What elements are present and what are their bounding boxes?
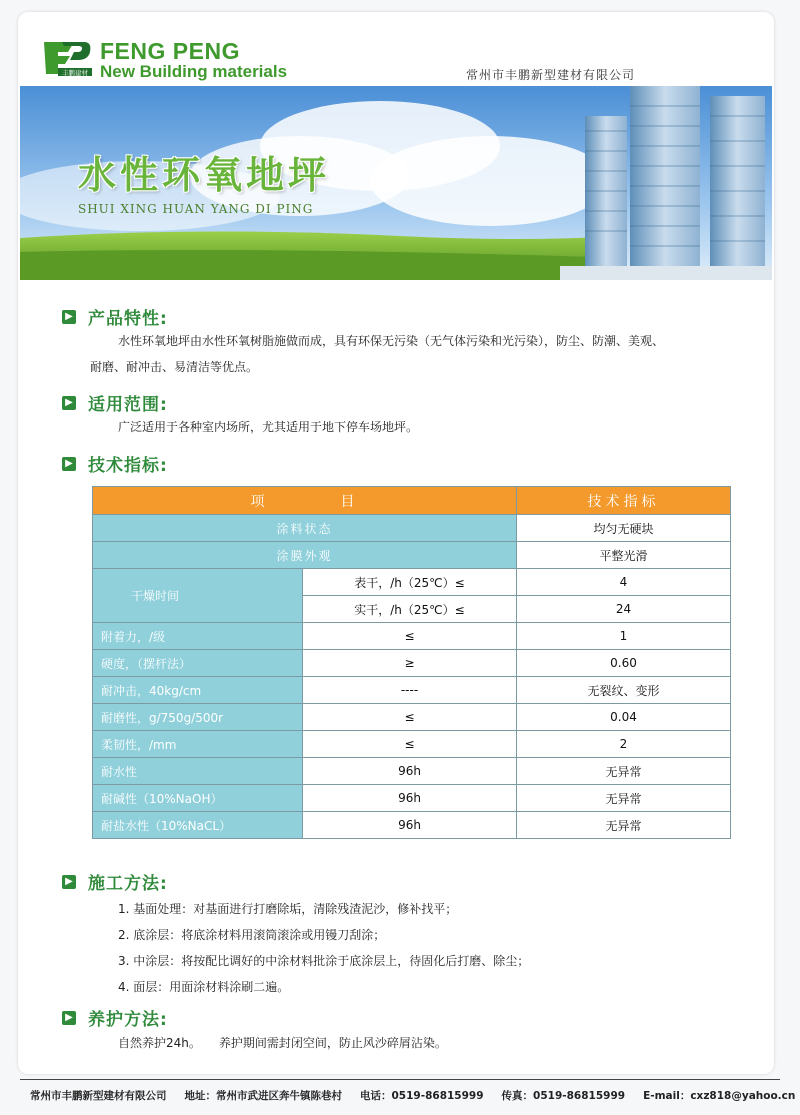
brand-subtitle: New Building materials: [100, 62, 288, 81]
features-line-2: 耐磨、耐冲击、易清洁等优点。: [90, 360, 259, 374]
section-specs-heading: [62, 451, 168, 476]
row-value: 0.04: [517, 704, 731, 731]
banner-title: 水性环氧地坪: [78, 153, 331, 197]
section-title: 适用范围:: [88, 395, 168, 415]
table-row: [93, 569, 731, 596]
table-row: [93, 650, 731, 677]
row-condition: ----: [303, 677, 517, 704]
table-row: [93, 515, 731, 542]
header-value: 技术指标: [517, 487, 731, 515]
list-item: 4. 面层：用面涂材料涂刷二遍。: [118, 980, 290, 994]
table-header-row: [93, 487, 731, 515]
row-value: 均匀无硬块: [517, 515, 731, 542]
footer-company: 常州市丰鹏新型建材有限公司: [30, 1090, 167, 1102]
row-value: 无异常: [517, 758, 731, 785]
section-title: 产品特性:: [88, 309, 168, 329]
footer-fax: 传真：0519-86815999: [501, 1090, 626, 1102]
banner-pinyin: SHUI XING HUAN YANG DI PING: [78, 202, 314, 216]
fengpeng-logo: [40, 38, 92, 78]
list-item: 3. 中涂层：将按配比调好的中涂材料批涂于底涂层上，待固化后打磨、除尘；: [118, 954, 530, 968]
row-condition: 96h: [303, 812, 517, 839]
hero-banner: [20, 86, 772, 280]
chevron-right-icon: ▶: [62, 396, 76, 410]
row-item: 干燥时间: [93, 569, 303, 623]
chevron-right-icon: ▶: [62, 1011, 76, 1025]
row-item: 硬度，（摆杆法）: [93, 650, 303, 677]
footer-address: 地址：常州市武进区奔牛镇陈巷村: [184, 1090, 342, 1102]
chevron-right-icon: ▶: [62, 310, 76, 324]
row-condition: ≥: [303, 650, 517, 677]
section-title: 施工方法:: [88, 874, 168, 894]
row-value: 2: [517, 731, 731, 758]
table-row: [93, 677, 731, 704]
row-condition: ≤: [303, 731, 517, 758]
row-item: 涂料状态: [93, 515, 517, 542]
section-scope-heading: [62, 390, 168, 415]
row-item: 涂膜外观: [93, 542, 517, 569]
table-row: [93, 731, 731, 758]
row-value: 4: [517, 569, 731, 596]
row-item: 附着力，/级: [93, 623, 303, 650]
footer-divider: [20, 1079, 780, 1080]
footer-email: E-mail：cxz818@yahoo.cn: [643, 1090, 796, 1102]
row-value: 无异常: [517, 785, 731, 812]
row-item: 耐冲击，40kg/cm: [93, 677, 303, 704]
care-text: 自然养护24h。 养护期间需封闭空间，防止风沙碎屑沾染。: [118, 1036, 447, 1050]
row-condition: ≤: [303, 623, 517, 650]
header-item: 项 目: [93, 487, 517, 515]
chevron-right-icon: ▶: [62, 875, 76, 889]
company-name-header: 常州市丰鹏新型建材有限公司: [465, 68, 635, 82]
row-value: 1: [517, 623, 731, 650]
list-item: 1. 基面处理：对基面进行打磨除垢，清除残渣泥沙，修补找平；: [118, 902, 458, 916]
row-item: 耐水性: [93, 758, 303, 785]
list-item: 2. 底涂层：将底涂材料用滚筒滚涂或用镘刀刮涂；: [118, 928, 386, 942]
row-item: 耐盐水性（10%NaCL）: [93, 812, 303, 839]
brand-name: FENG PENG: [100, 38, 240, 64]
row-value: 无裂纹、变形: [517, 677, 731, 704]
section-method-heading: [62, 869, 168, 894]
logo-lettering: 丰鹏建材: [62, 69, 88, 77]
row-value: 无异常: [517, 812, 731, 839]
row-condition: 96h: [303, 785, 517, 812]
chevron-right-icon: ▶: [62, 457, 76, 471]
row-item: 柔韧性，/mm: [93, 731, 303, 758]
row-condition: 表干，/h（25℃）≤: [303, 569, 517, 596]
section-title: 养护方法:: [88, 1010, 168, 1030]
section-care-heading: [62, 1005, 168, 1030]
row-condition: 实干，/h（25℃）≤: [303, 596, 517, 623]
row-item: 耐碱性（10%NaOH）: [93, 785, 303, 812]
row-value: 平整光滑: [517, 542, 731, 569]
footer-phone: 电话：0519-86815999: [360, 1090, 484, 1102]
spec-table: [92, 486, 731, 839]
section-title: 技术指标:: [88, 456, 168, 476]
footer: [30, 1088, 796, 1103]
method-steps: [118, 896, 529, 1000]
table-row: [93, 704, 731, 731]
table-row: [93, 623, 731, 650]
row-value: 24: [517, 596, 731, 623]
table-row: [93, 542, 731, 569]
row-condition: 96h: [303, 758, 517, 785]
table-row: [93, 785, 731, 812]
row-condition: ≤: [303, 704, 517, 731]
features-line-1: 水性环氧地坪由水性环氧树脂施做而成，具有环保无污染（无气体污染和光污染），防尘、防潮、美观、: [118, 334, 665, 348]
features-text: [90, 328, 758, 380]
section-features-heading: [62, 304, 168, 329]
row-value: 0.60: [517, 650, 731, 677]
scope-text: 广泛适用于各种室内场所，尤其适用于地下停车场地坪。: [118, 420, 419, 434]
table-row: [93, 812, 731, 839]
table-row: [93, 758, 731, 785]
row-item: 耐磨性，g/750g/500r: [93, 704, 303, 731]
